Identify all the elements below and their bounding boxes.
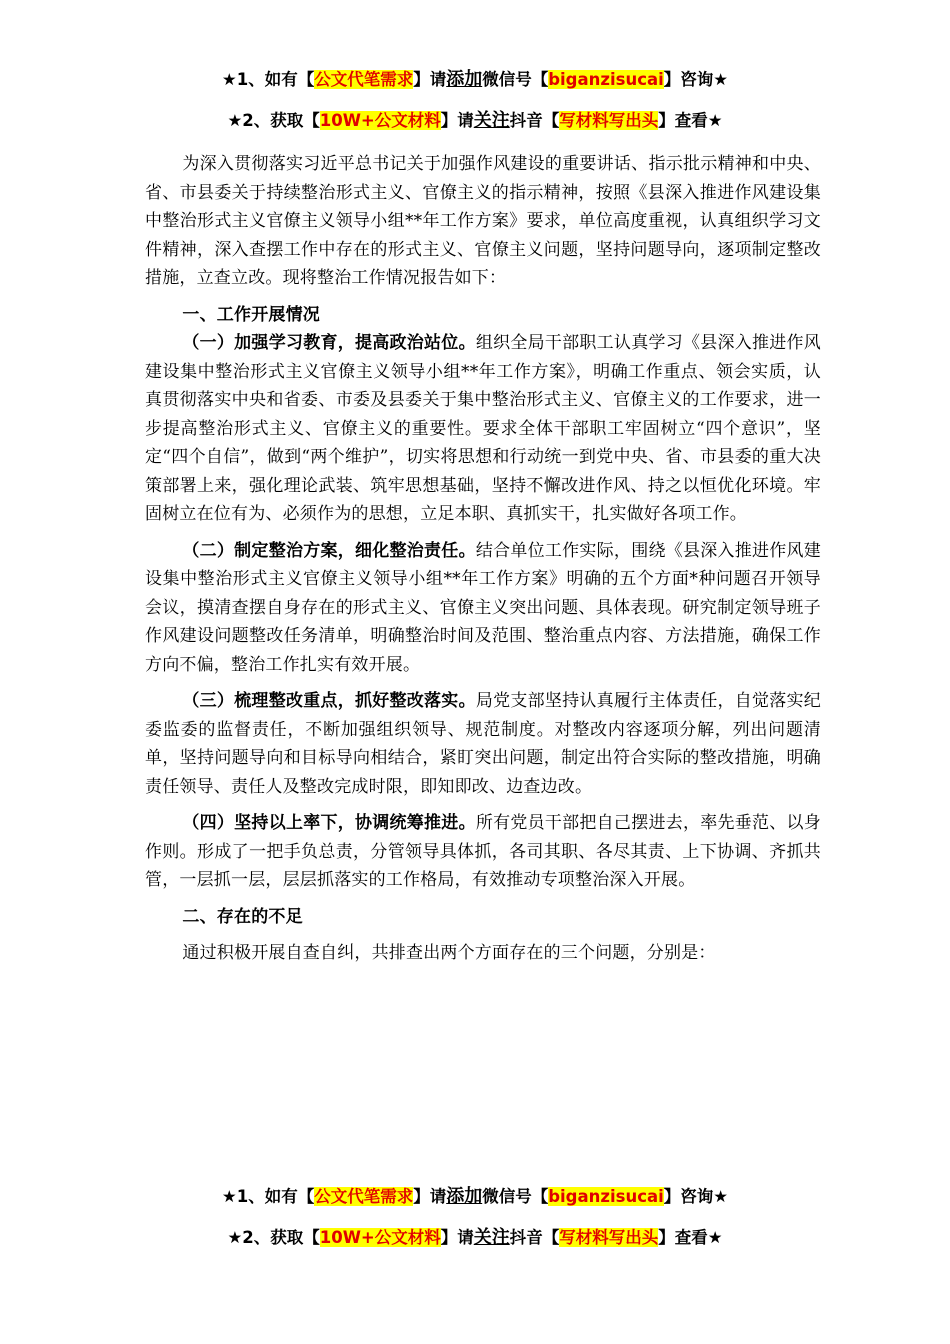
section-heading: 一、工作开展情况 bbox=[182, 304, 320, 325]
item-title: （四）坚持以上率下，协调统筹推进。 bbox=[182, 813, 476, 833]
item-body: 组织全局干部职工认真学习《县深入推进作风建设集中整治形式主义官僚主义领导小组**年工作方案》，明确工作重点、领会实质，认真贯彻落实中央和省委、市委及县委关于集中整治形式主义、官僚主义的工作要求，进一步提高整治形式主义、官僚主义的重要性。要求全体干部职工牢固树立“四个意识”，坚定“四个自信”，做到“两个维护”，切实将思想和行动统一到党中央、省、市县委的重大决策部署上来，强化理论武装、筑牢思想基础，坚持不懈改进作风、持之以恒优化环境。牢固树立在位有为、必须作为的思想，立足本职、真抓实干，扎实做好各项工作。 bbox=[145, 333, 822, 524]
promo-text: 抖音【 bbox=[509, 1228, 560, 1247]
promo-highlight: biganzisucai bbox=[548, 70, 664, 89]
promo-underline: 添加 bbox=[446, 1186, 483, 1207]
promo-highlight: 写材料写出头 bbox=[559, 1228, 659, 1247]
promo-highlight: biganzisucai bbox=[548, 1187, 664, 1206]
promo-highlight: 写材料写出头 bbox=[559, 111, 659, 130]
promo-text: 抖音【 bbox=[509, 111, 560, 130]
promo-highlight: 公文代笔需求 bbox=[314, 70, 414, 89]
promo-text: 】请 bbox=[413, 1187, 447, 1206]
promo-underline: 关注 bbox=[473, 1227, 510, 1248]
promo-text: 】请 bbox=[440, 1228, 474, 1247]
promo-text: 】请 bbox=[440, 111, 474, 130]
item-title: （一）加强学习教育，提高政治站位。 bbox=[182, 333, 476, 353]
item-title: （三）梳理整改重点，抓好整改落实。 bbox=[182, 691, 476, 711]
promo-text: ★2、获取【 bbox=[227, 111, 320, 130]
promo-highlight: 10W+公文材料 bbox=[319, 111, 441, 130]
promo-text: 】咨询★ bbox=[663, 70, 729, 89]
item-body: 结合单位工作实际，围绕《县深入推进作风建设集中整治形式主义官僚主义领导小组**年工作方案》明确的五个方面*种问题召开领导会议，摸清查摆自身存在的形式主义、官僚主义突出问题、具体表现。研究制定领导班子作风建设问题整改任务清单，明确整治时间及范围、整治重点内容、方法措施，确保工作方向不偏，整治工作扎实有效开展。 bbox=[145, 540, 822, 675]
document-body bbox=[145, 150, 821, 968]
item-body: 局党支部坚持认真履行主体责任，自觉落实纪委监委的监督责任，不断加强组织领导、规范制度。对整改内容逐项分解，列出问题清单，坚持问题导向和目标导向相结合，紧盯突出问题，制定出符合实际的整改措施，明确责任领导、责任人及整改完成时限，即知即改、边查边改。 bbox=[145, 691, 822, 797]
promo-text: 微信号【 bbox=[482, 70, 549, 89]
section2-intro: 通过积极开展自查自纠，共排查出两个方面存在的三个问题，分别是： bbox=[182, 943, 716, 963]
promo-line-2-top bbox=[0, 109, 950, 133]
promo-line-2-bottom bbox=[0, 1226, 950, 1250]
item-title: （二）制定整治方案，细化整治责任。 bbox=[182, 540, 476, 561]
promo-text: 】咨询★ bbox=[663, 1187, 729, 1206]
promo-highlight: 10W+公文材料 bbox=[319, 1228, 441, 1247]
item-body: 所有党员干部把自己摆进去，率先垂范、以身作则。形成了一把手负总责，分管领导具体抓，各司其职、各尽其责、上下协调、齐抓共管，一层抓一层，层层抓落实的工作格局，有效推动专项整治深入开展。 bbox=[145, 813, 822, 890]
promo-text: 】请 bbox=[413, 70, 447, 89]
promo-text: ★2、获取【 bbox=[227, 1228, 320, 1247]
promo-text: 】查看★ bbox=[658, 1228, 723, 1247]
promo-highlight: 公文代笔需求 bbox=[314, 1187, 414, 1206]
item-paragraph bbox=[145, 329, 821, 529]
promo-line-1-bottom bbox=[0, 1185, 950, 1209]
promo-text: ★1、如有【 bbox=[221, 70, 315, 89]
promo-underline: 关注 bbox=[473, 110, 510, 131]
item-paragraph bbox=[145, 809, 821, 895]
section-heading: 二、存在的不足 bbox=[182, 906, 303, 927]
item-paragraph bbox=[145, 537, 821, 680]
promo-line-1-top bbox=[0, 68, 950, 92]
promo-underline: 添加 bbox=[446, 69, 483, 90]
item-paragraph bbox=[145, 687, 821, 801]
promo-text: ★1、如有【 bbox=[221, 1187, 315, 1206]
promo-text: 】查看★ bbox=[658, 111, 723, 130]
promo-text: 微信号【 bbox=[482, 1187, 549, 1206]
intro-paragraph: 为深入贯彻落实习近平总书记关于加强作风建设的重要讲话、指示批示精神和中央、省、市县委关于持续整治形式主义、官僚主义的指示精神，按照《县深入推进作风建设集中整治形式主义官僚主义领导小组**年工作方案》要求，单位高度重视，认真组织学习文件精神，深入查摆工作中存在的形式主义、官僚主义问题，坚持问题导向，逐项制定整改措施，立查立改。现将整治工作情况报告如下： bbox=[145, 154, 821, 288]
